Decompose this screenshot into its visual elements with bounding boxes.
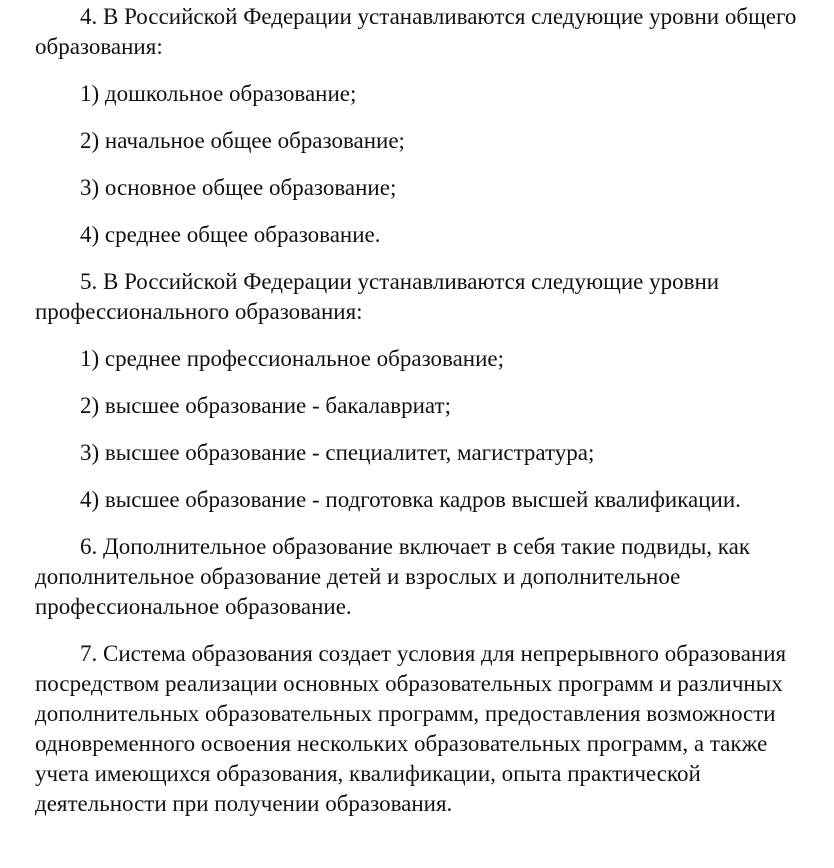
list-item-secondary-professional-education: 1) среднее профессиональное образование;: [80, 346, 504, 371]
paragraph-5-professional-education-levels: 5. В Российской Федерации устанавливаются следующие уровни профессионального образования:: [35, 269, 720, 324]
list-item-higher-education-top-qualification: 4) высшее образование - подготовка кадров высшей квалификации.: [80, 487, 741, 512]
list-item-higher-education-specialist-master: 3) высшее образование - специалитет, магистратура;: [80, 440, 595, 465]
list-item-higher-education-bachelor: 2) высшее образование - бакалавриат;: [80, 393, 451, 418]
paragraph-6-additional-education: 6. Дополнительное образование включает в себя такие подвиды, как дополнительное образование детей и взрослых и дополнительное профессиональное образование.: [35, 534, 750, 619]
paragraph-4-general-education-levels: 4. В Российской Федерации устанавливаются следующие уровни общего образования:: [35, 4, 797, 59]
list-item-basic-general-education: 3) основное общее образование;: [80, 175, 397, 200]
list-item-preschool-education: 1) дошкольное образование;: [80, 81, 357, 106]
paragraph-7-education-system: 7. Система образования создает условия для непрерывного образования посредством реализации основных образовательных программ и различных дополнительных образовательных программ, предоставления возможности одновременного освоения нескольких образовательных программ, а также учета имеющихся образования, квалификации, опыта практической деятельности при получении образования.: [35, 641, 787, 816]
list-item-secondary-general-education: 4) среднее общее образование.: [80, 222, 381, 247]
document-body: [35, 2, 825, 819]
list-item-primary-general-education: 2) начальное общее образование;: [80, 128, 405, 153]
